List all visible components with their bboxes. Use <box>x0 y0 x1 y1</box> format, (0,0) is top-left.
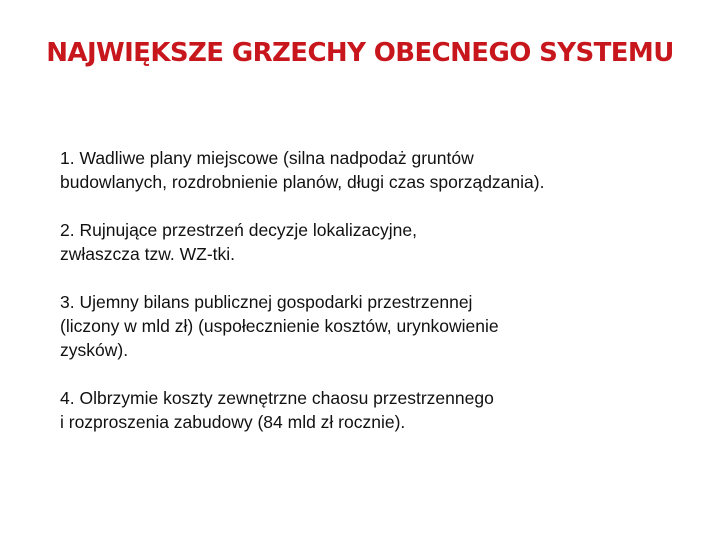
list-item-line: zwłaszcza tzw. WZ-tki. <box>60 244 236 264</box>
list-item <box>60 386 680 434</box>
list-item-line: 3. Ujemny bilans publicznej gospodarki przestrzennej <box>60 292 473 312</box>
list-item-line: 1. Wadliwe plany miejscowe (silna nadpodaż gruntów <box>60 148 474 168</box>
list-item-line: 4. Olbrzymie koszty zewnętrzne chaosu przestrzennego <box>60 388 494 408</box>
list-item-line: i rozproszenia zabudowy (84 mld zł rocznie). <box>60 412 406 432</box>
list-item <box>60 146 680 194</box>
list-item-line: 2. Rujnujące przestrzeń decyzje lokalizacyjne, <box>60 220 417 240</box>
list-item <box>60 290 680 362</box>
list-item-line: budowlanych, rozdrobnienie planów, długi czas sporządzania). <box>60 172 545 192</box>
list-item-line: (liczony w mld zł) (uspołecznienie kosztów, urynkowienie <box>60 316 499 336</box>
list-item <box>60 218 680 266</box>
list-item-line: zysków). <box>60 340 129 360</box>
slide-title: NAJWIĘKSZE GRZECHY OBECNEGO SYSTEMU <box>46 38 674 68</box>
points-list <box>60 146 680 434</box>
